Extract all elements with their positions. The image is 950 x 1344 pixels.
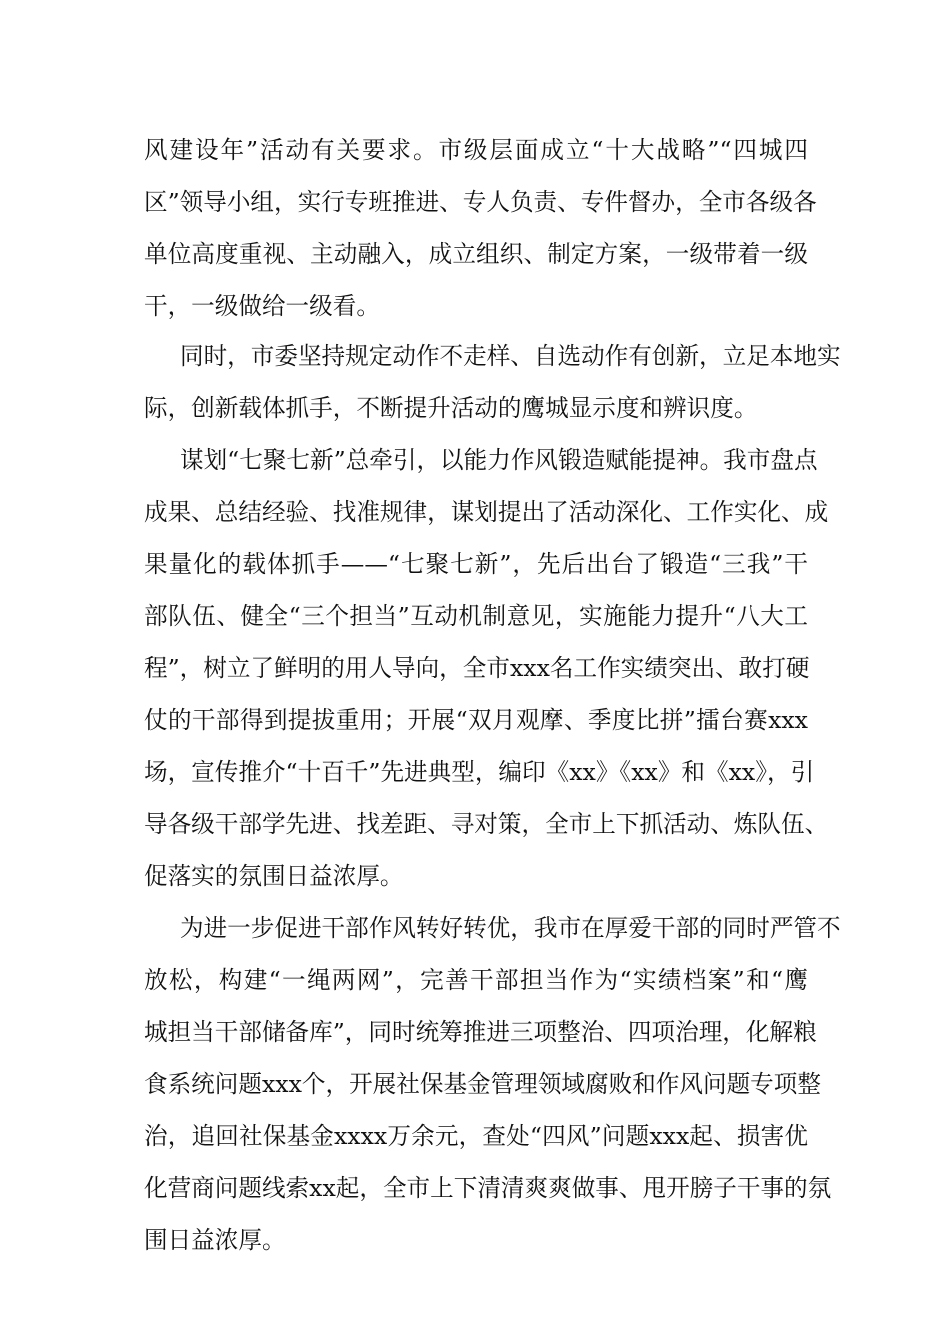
- text-line: 治，追回社保基金xxxx万余元，查处“四风”问题xxx起、损害优: [144, 1122, 808, 1150]
- text-line: 际，创新载体抓手，不断提升活动的鹰城显示度和辨识度。: [144, 394, 758, 422]
- text-line: 场，宣传推介“十百千”先进典型，编印《xx》《xx》和《xx》，引: [144, 758, 815, 786]
- text-line: 区”领导小组，实行专班推进、专人负责、专件督办，全市各级各: [144, 188, 817, 216]
- text-line: 成果、总结经验、找准规律，谋划提出了活动深化、工作实化、成: [144, 498, 829, 526]
- text-line: 部队伍、健全“三个担当”互动机制意见，实施能力提升“八大工: [144, 602, 808, 630]
- text-line: 围日益浓厚。: [144, 1226, 286, 1254]
- text-line: 单位高度重视、主动融入，成立组织、制定方案，一级带着一级: [144, 240, 808, 268]
- text-line: 风建设年”活动有关要求。市级层面成立“十大战略”“四城四: [144, 136, 808, 164]
- text-line: 同时，市委坚持规定动作不走样、自选动作有创新，立足本地实: [180, 342, 841, 370]
- text-line: 果量化的载体抓手——“七聚七新”，先后出台了锻造“三我”干: [144, 550, 808, 578]
- text-line: 谋划“七聚七新”总牵引，以能力作风锻造赋能提神。我市盘点: [180, 446, 818, 474]
- text-line: 程”，树立了鲜明的用人导向，全市xxx名工作实绩突出、敢打硬: [144, 654, 810, 682]
- text-line: 仗的干部得到提拔重用；开展“双月观摩、季度比拼”擂台赛xxx: [144, 706, 808, 734]
- text-line: 干，一级做给一级看。: [144, 292, 380, 320]
- text-line: 城担当干部储备库”，同时统筹推进三项整治、四项治理，化解粮: [144, 1018, 817, 1046]
- text-line: 放松，构建“一绳两网”，完善干部担当作为“实绩档案”和“鹰: [144, 966, 808, 994]
- text-line: 导各级干部学先进、找差距、寻对策，全市上下抓活动、炼队伍、: [144, 810, 829, 838]
- text-line: 促落实的氛围日益浓厚。: [144, 862, 404, 890]
- text-line: 化营商问题线索xx起，全市上下清清爽爽做事、甩开膀子干事的氛: [144, 1174, 832, 1202]
- text-line: 食系统问题xxx个，开展社保基金管理领域腐败和作风问题专项整: [144, 1070, 821, 1098]
- text-line: 为进一步促进干部作风转好转优，我市在厚爱干部的同时严管不: [180, 914, 841, 942]
